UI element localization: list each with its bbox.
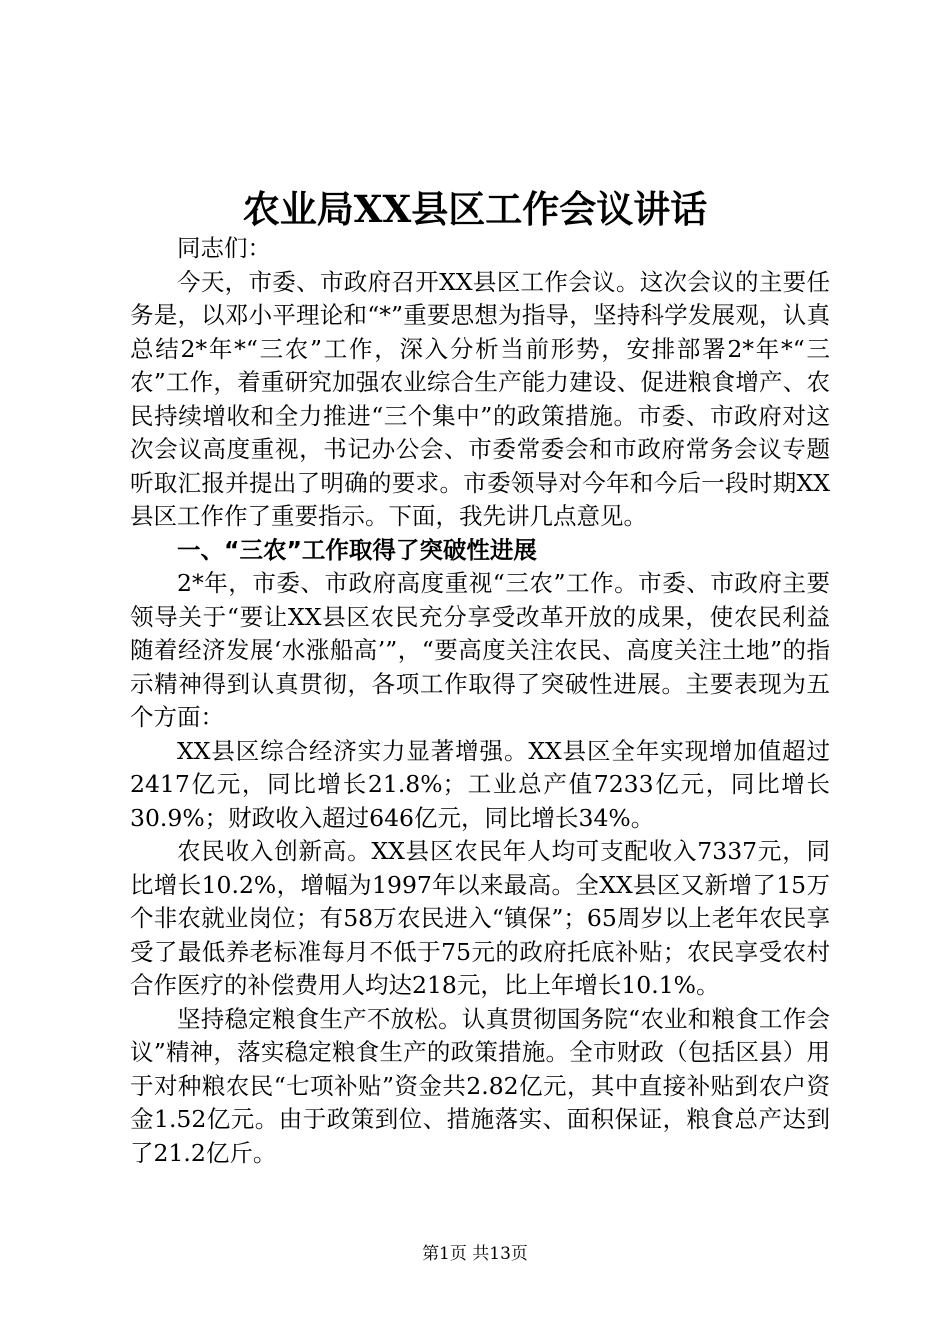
- body-paragraph: 农民收入创新高。XX县区农民年人均可支配收入7337元，同比增长10.2%，增幅为1997年以来最高。全XX县区又新增了15万个非农就业岗位；有58万农民进入“镇保”；65周岁以上老年农民享受了最低养老标准每月不低于75元的政府托底补贴；农民享受农村合作医疗的补偿费用人均达218元，比上年增长10.1%。: [130, 837, 830, 999]
- body-paragraph: 2*年，市委、市政府高度重视“三农”工作。市委、市政府主要领导关于“要让XX县区农民充分享受改革开放的成果，使农民利益随着经济发展‘水涨船高’”，“要高度关注农民、高度关注土地”的指示精神得到认真贯彻，各项工作取得了突破性进展。主要表现为五个方面：: [130, 569, 830, 731]
- document-body: [130, 232, 830, 1170]
- page-number-footer: 第1页 共13页: [422, 1244, 528, 1264]
- section-heading: 一、“三农”工作取得了突破性进展: [177, 535, 537, 564]
- salutation-paragraph: 同志们：: [177, 234, 271, 262]
- body-paragraph: 坚持稳定粮食生产不放松。认真贯彻国务院“农业和粮食工作会议”精神，落实稳定粮食生产的政策措施。全市财政（包括区县）用于对种粮农民“七项补贴”资金共2.82亿元，其中直接补贴到农户资金1.52亿元。由于政策到位、措施落实、面积保证，粮食总产达到了21.2亿斤。: [130, 1004, 830, 1167]
- body-paragraph: XX县区综合经济实力显著增强。XX县区全年实现增加值超过2417亿元，同比增长21.8%；工业总产值7233亿元，同比增长30.9%；财政收入超过646亿元，同比增长34%。: [130, 736, 830, 832]
- intro-paragraph: 今天，市委、市政府召开XX县区工作会议。这次会议的主要任务是，以邓小平理论和“*”重要思想为指导，坚持科学发展观，认真总结2*年*“三农”工作，深入分析当前形势，安排部署2*年*“三农”工作，着重研究加强农业综合生产能力建设、促进粮食增产、农民持续增收和全力推进“三个集中”的政策措施。市委、市政府对这次会议高度重视，书记办公会、市委常委会和市政府常务会议专题听取汇报并提出了明确的要求。市委领导对今年和今后一段时期XX县区工作作了重要指示。下面，我先讲几点意见。: [130, 267, 830, 530]
- document-title: 农业局XX县区工作会议讲话: [242, 187, 708, 231]
